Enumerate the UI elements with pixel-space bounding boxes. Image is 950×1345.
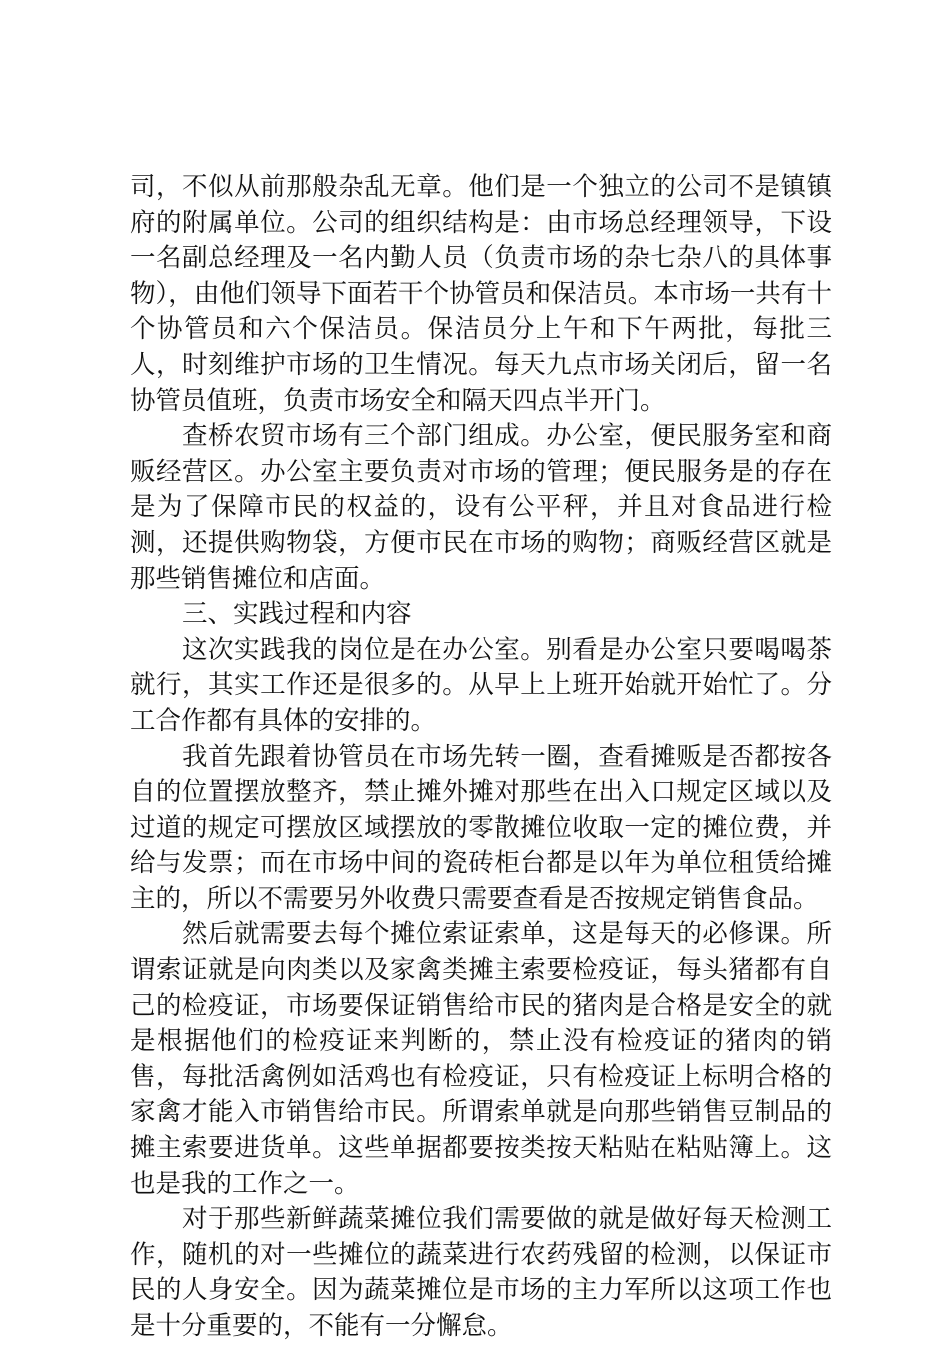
paragraph-departments: 查桥农贸市场有三个部门组成。办公室，便民服务室和商贩经营区。办公室主要负责对市场的管理；便民服务是的存在是为了保障市民的权益的，设有公平秤，并且对食品进行检测，还提供购物袋，方便市民在市场的购物；商贩经营区就是那些销售摊位和店面。 (130, 421, 832, 594)
paragraph-certificates: 然后就需要去每个摊位索证索单，这是每天的必修课。所谓索证就是向肉类以及家禽类摊主索要检疫证，每头猪都有自己的检疫证，市场要保证销售给市民的猪肉是合格是安全的就是根据他们的检疫证来判断的，禁止没有检疫证的猪肉的销售，每批活禽例如活鸡也有检疫证，只有检疫证上标明合格的家禽才能入市销售给市民。所谓索单就是向那些销售豆制品的摊主索要进货单。这些单据都要按类按天粘贴在粘贴簿上。这也是我的工作之一。 (130, 919, 832, 1199)
paragraph-patrol: 我首先跟着协管员在市场先转一圈，查看摊贩是否都按各自的位置摆放整齐，禁止摊外摊对那些在出入口规定区域以及过道的规定可摆放区域摆放的零散摊位收取一定的摊位费，并给与发票；而在市场中间的瓷砖柜台都是以年为单位租赁给摊主的，所以不需要另外收费只需要查看是否按规定销售食品。 (130, 741, 832, 914)
paragraph-position: 这次实践我的岗位是在办公室。别看是办公室只要喝喝茶就行，其实工作还是很多的。从早上上班开始就开始忙了。分工合作都有具体的安排的。 (130, 634, 832, 736)
section-heading: 三、实践过程和内容 (182, 599, 412, 630)
document-page (130, 170, 832, 1345)
paragraph-vegetable-testing: 对于那些新鲜蔬菜摊位我们需要做的就是做好每天检测工作，随机的对一些摊位的蔬菜进行农药残留的检测，以保证市民的人身安全。因为蔬菜摊位是市场的主力军所以这项工作也是十分重要的，不能有一分懈怠。 (130, 1204, 832, 1341)
paragraph-continuation: 司，不似从前那般杂乱无章。他们是一个独立的公司不是镇镇府的附属单位。公司的组织结构是：由市场总经理领导，下设一名副总经理及一名内勤人员（负责市场的杂七杂八的具体事物），由他们领导下面若干个协管员和保洁员。本市场一共有十个协管员和六个保洁员。保洁员分上午和下午两批，每批三人，时刻维护市场的卫生情况。每天九点市场关闭后，留一名协管员值班，负责市场安全和隔天四点半开门。 (130, 172, 832, 416)
